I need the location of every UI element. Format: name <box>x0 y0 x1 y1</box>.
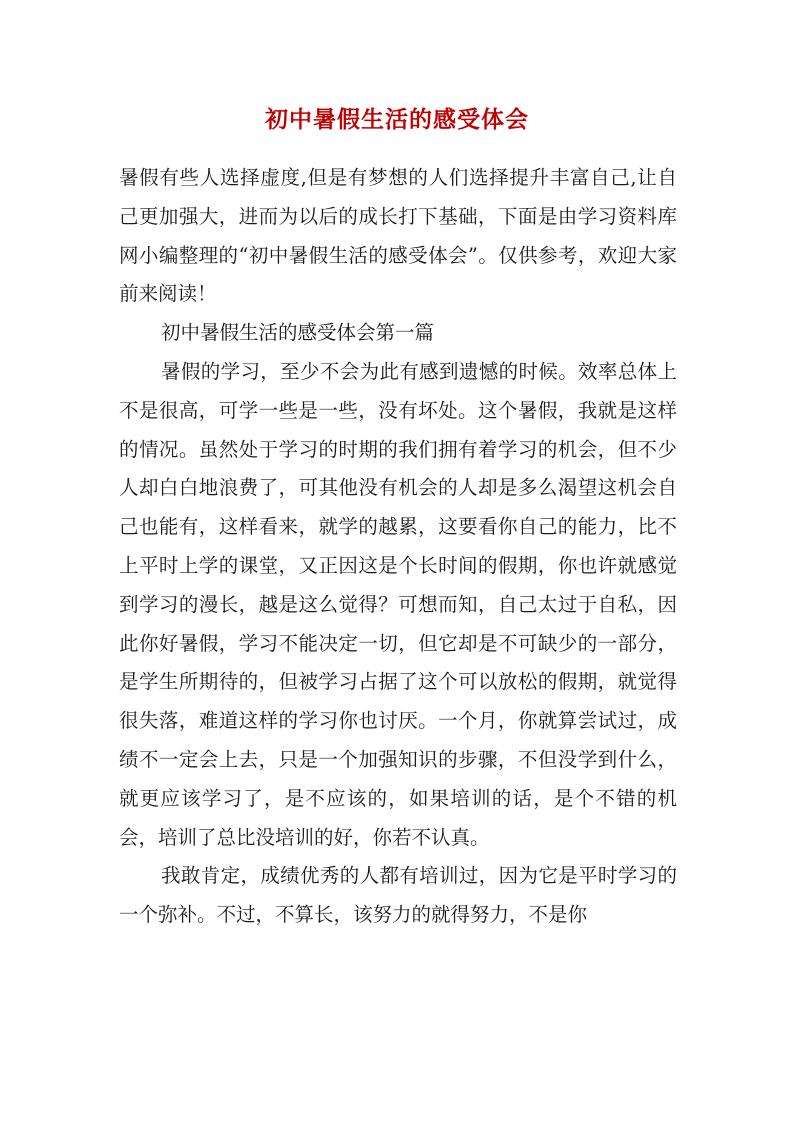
body-paragraph: 暑假的学习，至少不会为此有感到遗憾的时候。效率总体上不是很高，可学一些是一些，没有坏处。这个暑假，我就是这样的情况。虽然处于学习的时期的我们拥有着学习的机会，但不少人却白白地浪费了，可其他没有机会的人却是多么渴望这机会自己也能有，这样看来，就学的越累，这要看你自己的能力，比不上平时上学的课堂，又正因这是个长时间的假期，你也许就感觉到学习的漫长，越是这么觉得？可想而知，自己太过于自私，因此你好暑假，学习不能决定一切，但它却是不可缺少的一部分，是学生所期待的，但被学习占据了这个可以放松的假期，就觉得很失落，难道这样的学习你也讨厌。一个月，你就算尝试过，成绩不一定会上去，只是一个加强知识的步骤，不但没学到什么，就更应该学习了，是不应该的，如果培训的话，是个不错的机会，培训了总比没培训的好，你若不认真。 <box>119 359 677 849</box>
intro-paragraph: 暑假有些人选择虚度,但是有梦想的人们选择提升丰富自己,让自己更加强大，进而为以后的成长打下基础，下面是由学习资料库网小编整理的“初中暑假生活的感受体会”。仅供参考，欢迎大家前来阅读！ <box>119 166 677 306</box>
document-body <box>119 159 677 935</box>
document-title: 初中暑假生活的感受体会 <box>265 106 529 133</box>
section-heading: 初中暑假生活的感受体会第一篇 <box>161 321 435 345</box>
body-paragraph: 我敢肯定，成绩优秀的人都有培训过，因为它是平时学习的一个弥补。不过，不算长，该努力的就得努力，不是你 <box>119 864 677 927</box>
